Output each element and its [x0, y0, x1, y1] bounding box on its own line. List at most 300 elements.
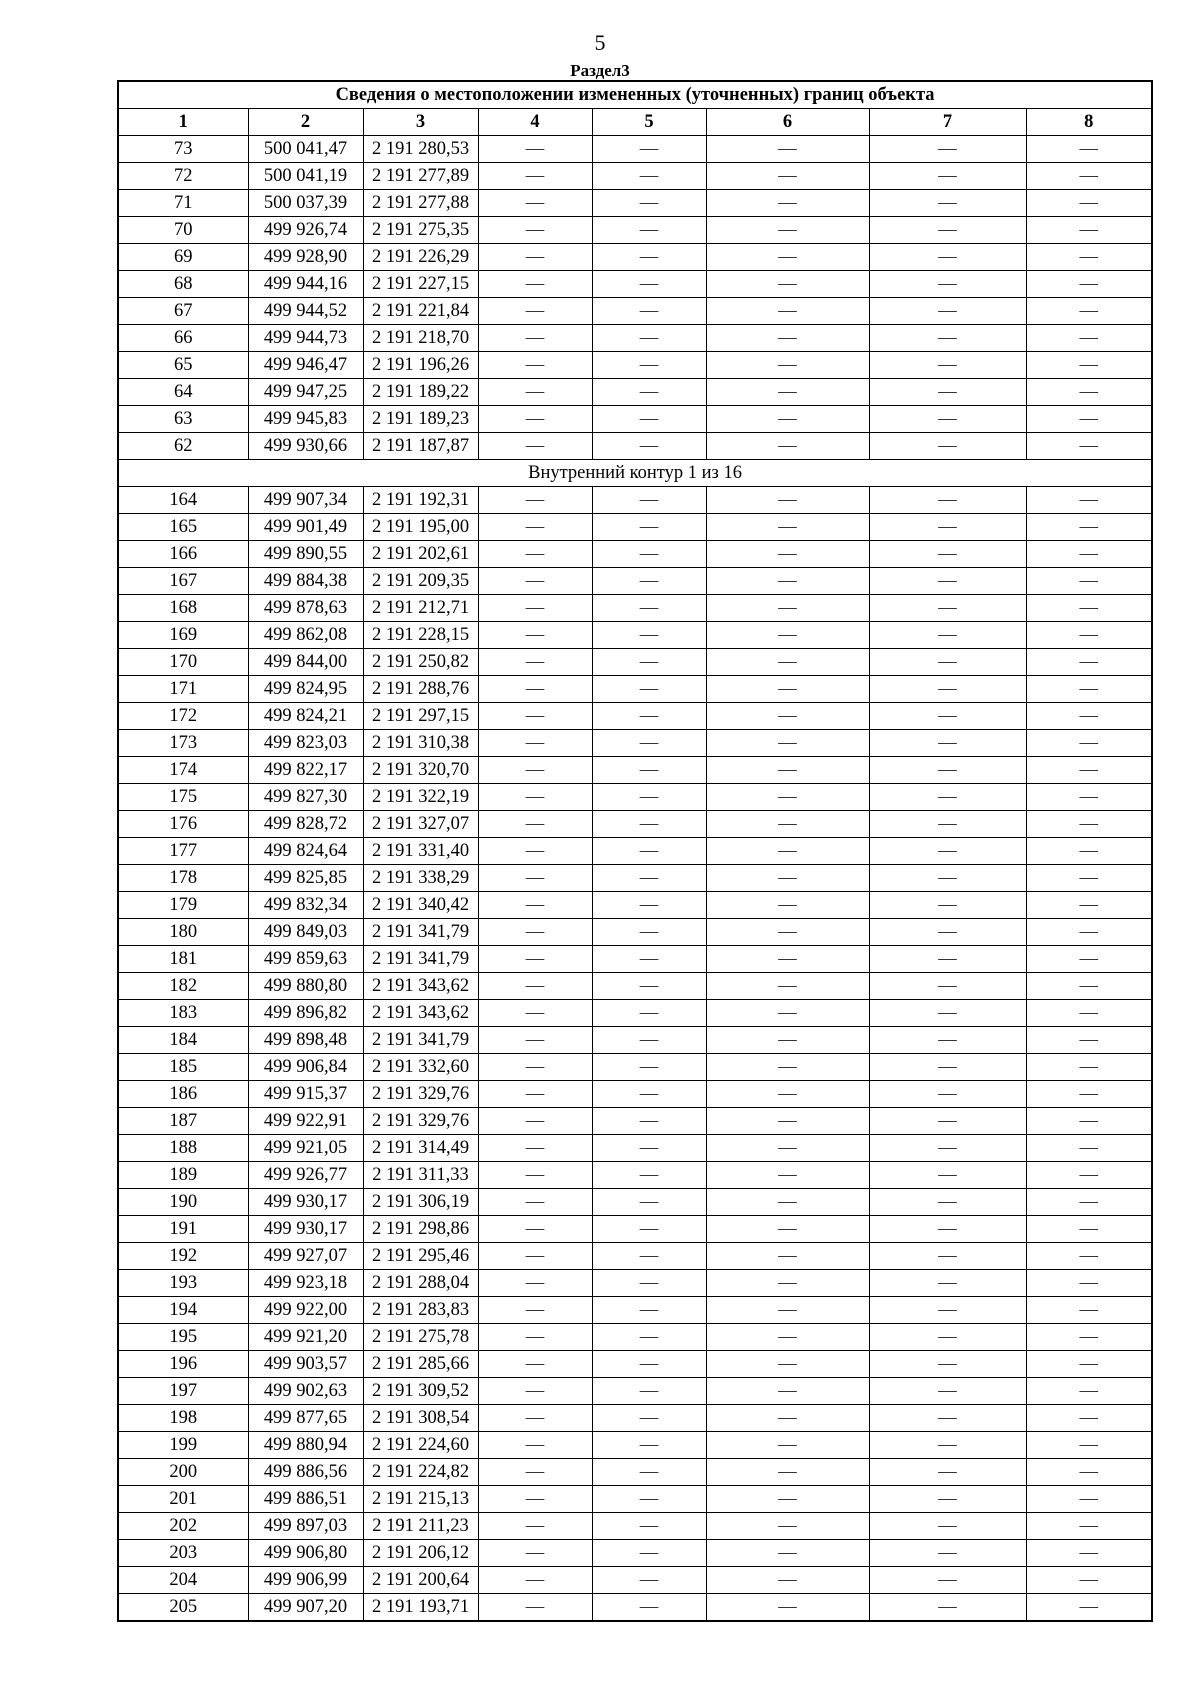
y-coordinate-cell: 2 191 211,23 — [363, 1513, 478, 1540]
empty-value-cell: — — [592, 379, 706, 406]
empty-value-cell: — — [478, 1027, 592, 1054]
point-number-cell: 199 — [118, 1432, 248, 1459]
table-row — [118, 1594, 1152, 1622]
empty-value-cell: — — [1026, 757, 1152, 784]
empty-value-cell: — — [478, 1243, 592, 1270]
point-number-cell: 178 — [118, 865, 248, 892]
empty-value-cell: — — [869, 595, 1026, 622]
empty-value-cell: — — [869, 811, 1026, 838]
table-row — [118, 163, 1152, 190]
table-row — [118, 352, 1152, 379]
empty-value-cell: — — [592, 514, 706, 541]
table-row — [118, 325, 1152, 352]
empty-value-cell: — — [592, 1135, 706, 1162]
y-coordinate-cell: 2 191 226,29 — [363, 244, 478, 271]
empty-value-cell: — — [592, 1405, 706, 1432]
empty-value-cell: — — [706, 838, 869, 865]
empty-value-cell: — — [592, 406, 706, 433]
empty-value-cell: — — [592, 1540, 706, 1567]
table-row — [118, 811, 1152, 838]
empty-value-cell: — — [706, 730, 869, 757]
empty-value-cell: — — [706, 244, 869, 271]
x-coordinate-cell: 499 849,03 — [248, 919, 363, 946]
empty-value-cell: — — [706, 865, 869, 892]
empty-value-cell: — — [478, 379, 592, 406]
empty-value-cell: — — [706, 1459, 869, 1486]
x-coordinate-cell: 499 927,07 — [248, 1243, 363, 1270]
empty-value-cell: — — [869, 703, 1026, 730]
empty-value-cell: — — [869, 1405, 1026, 1432]
empty-value-cell: — — [478, 1324, 592, 1351]
table-row — [118, 1405, 1152, 1432]
empty-value-cell: — — [706, 703, 869, 730]
y-coordinate-cell: 2 191 320,70 — [363, 757, 478, 784]
empty-value-cell: — — [869, 190, 1026, 217]
empty-value-cell: — — [1026, 514, 1152, 541]
empty-value-cell: — — [869, 892, 1026, 919]
table-row — [118, 568, 1152, 595]
x-coordinate-cell: 499 886,56 — [248, 1459, 363, 1486]
table-row — [118, 244, 1152, 271]
y-coordinate-cell: 2 191 187,87 — [363, 433, 478, 460]
y-coordinate-cell: 2 191 327,07 — [363, 811, 478, 838]
table-row — [118, 1567, 1152, 1594]
y-coordinate-cell: 2 191 310,38 — [363, 730, 478, 757]
empty-value-cell: — — [706, 325, 869, 352]
table-row — [118, 1243, 1152, 1270]
empty-value-cell: — — [1026, 892, 1152, 919]
point-number-cell: 166 — [118, 541, 248, 568]
empty-value-cell: — — [869, 406, 1026, 433]
empty-value-cell: — — [869, 298, 1026, 325]
x-coordinate-cell: 499 906,99 — [248, 1567, 363, 1594]
y-coordinate-cell: 2 191 215,13 — [363, 1486, 478, 1513]
empty-value-cell: — — [869, 217, 1026, 244]
table-body — [118, 136, 1152, 1622]
empty-value-cell: — — [1026, 865, 1152, 892]
column-header-row — [118, 109, 1152, 136]
empty-value-cell: — — [592, 568, 706, 595]
y-coordinate-cell: 2 191 288,04 — [363, 1270, 478, 1297]
column-header: 6 — [706, 109, 869, 136]
contour-label: Внутренний контур 1 из 16 — [118, 460, 1152, 487]
empty-value-cell: — — [592, 1297, 706, 1324]
empty-value-cell: — — [478, 1108, 592, 1135]
empty-value-cell: — — [1026, 379, 1152, 406]
empty-value-cell: — — [478, 1135, 592, 1162]
empty-value-cell: — — [478, 163, 592, 190]
y-coordinate-cell: 2 191 331,40 — [363, 838, 478, 865]
table-row — [118, 784, 1152, 811]
empty-value-cell: — — [706, 406, 869, 433]
empty-value-cell: — — [478, 757, 592, 784]
empty-value-cell: — — [478, 487, 592, 514]
table-row — [118, 1297, 1152, 1324]
x-coordinate-cell: 499 878,63 — [248, 595, 363, 622]
y-coordinate-cell: 2 191 288,76 — [363, 676, 478, 703]
empty-value-cell: — — [478, 271, 592, 298]
point-number-cell: 64 — [118, 379, 248, 406]
x-coordinate-cell: 499 907,34 — [248, 487, 363, 514]
x-coordinate-cell: 499 921,05 — [248, 1135, 363, 1162]
empty-value-cell: — — [478, 649, 592, 676]
empty-value-cell: — — [592, 217, 706, 244]
empty-value-cell: — — [478, 676, 592, 703]
x-coordinate-cell: 499 946,47 — [248, 352, 363, 379]
y-coordinate-cell: 2 191 314,49 — [363, 1135, 478, 1162]
empty-value-cell: — — [592, 1108, 706, 1135]
empty-value-cell: — — [478, 1081, 592, 1108]
empty-value-cell: — — [478, 1351, 592, 1378]
table-row — [118, 541, 1152, 568]
point-number-cell: 170 — [118, 649, 248, 676]
empty-value-cell: — — [706, 1405, 869, 1432]
table-row — [118, 1351, 1152, 1378]
empty-value-cell: — — [592, 919, 706, 946]
empty-value-cell: — — [1026, 1108, 1152, 1135]
empty-value-cell: — — [1026, 1486, 1152, 1513]
y-coordinate-cell: 2 191 202,61 — [363, 541, 478, 568]
x-coordinate-cell: 499 822,17 — [248, 757, 363, 784]
empty-value-cell: — — [478, 892, 592, 919]
y-coordinate-cell: 2 191 218,70 — [363, 325, 478, 352]
x-coordinate-cell: 499 898,48 — [248, 1027, 363, 1054]
table-row — [118, 1081, 1152, 1108]
empty-value-cell: — — [869, 1351, 1026, 1378]
y-coordinate-cell: 2 191 212,71 — [363, 595, 478, 622]
point-number-cell: 70 — [118, 217, 248, 244]
x-coordinate-cell: 499 902,63 — [248, 1378, 363, 1405]
empty-value-cell: — — [478, 784, 592, 811]
empty-value-cell: — — [706, 892, 869, 919]
point-number-cell: 180 — [118, 919, 248, 946]
point-number-cell: 72 — [118, 163, 248, 190]
point-number-cell: 67 — [118, 298, 248, 325]
x-coordinate-cell: 499 926,77 — [248, 1162, 363, 1189]
empty-value-cell: — — [869, 271, 1026, 298]
point-number-cell: 73 — [118, 136, 248, 163]
empty-value-cell: — — [1026, 406, 1152, 433]
empty-value-cell: — — [869, 1000, 1026, 1027]
empty-value-cell: — — [706, 379, 869, 406]
empty-value-cell: — — [478, 946, 592, 973]
empty-value-cell: — — [1026, 676, 1152, 703]
empty-value-cell: — — [706, 1432, 869, 1459]
empty-value-cell: — — [869, 325, 1026, 352]
empty-value-cell: — — [869, 838, 1026, 865]
empty-value-cell: — — [478, 730, 592, 757]
y-coordinate-cell: 2 191 227,15 — [363, 271, 478, 298]
point-number-cell: 165 — [118, 514, 248, 541]
empty-value-cell: — — [1026, 1162, 1152, 1189]
table-row — [118, 271, 1152, 298]
empty-value-cell: — — [592, 433, 706, 460]
y-coordinate-cell: 2 191 308,54 — [363, 1405, 478, 1432]
table-row — [118, 1378, 1152, 1405]
empty-value-cell: — — [706, 919, 869, 946]
empty-value-cell: — — [478, 973, 592, 1000]
empty-value-cell: — — [478, 433, 592, 460]
empty-value-cell: — — [869, 379, 1026, 406]
empty-value-cell: — — [592, 1378, 706, 1405]
empty-value-cell: — — [478, 1486, 592, 1513]
point-number-cell: 176 — [118, 811, 248, 838]
empty-value-cell: — — [706, 1594, 869, 1622]
table-row — [118, 1108, 1152, 1135]
empty-value-cell: — — [478, 244, 592, 271]
empty-value-cell: — — [478, 1297, 592, 1324]
empty-value-cell: — — [1026, 217, 1152, 244]
table-row — [118, 1189, 1152, 1216]
column-header: 8 — [1026, 109, 1152, 136]
point-number-cell: 172 — [118, 703, 248, 730]
y-coordinate-cell: 2 191 189,23 — [363, 406, 478, 433]
empty-value-cell: — — [706, 190, 869, 217]
x-coordinate-cell: 499 827,30 — [248, 784, 363, 811]
empty-value-cell: — — [592, 1162, 706, 1189]
y-coordinate-cell: 2 191 298,86 — [363, 1216, 478, 1243]
empty-value-cell: — — [592, 1513, 706, 1540]
table-row — [118, 892, 1152, 919]
empty-value-cell: — — [478, 217, 592, 244]
empty-value-cell: — — [1026, 1135, 1152, 1162]
column-header: 2 — [248, 109, 363, 136]
empty-value-cell: — — [592, 595, 706, 622]
empty-value-cell: — — [706, 568, 869, 595]
empty-value-cell: — — [706, 973, 869, 1000]
empty-value-cell: — — [869, 541, 1026, 568]
empty-value-cell: — — [869, 1216, 1026, 1243]
y-coordinate-cell: 2 191 332,60 — [363, 1054, 478, 1081]
table-row — [118, 1324, 1152, 1351]
y-coordinate-cell: 2 191 277,88 — [363, 190, 478, 217]
empty-value-cell: — — [478, 541, 592, 568]
empty-value-cell: — — [1026, 1513, 1152, 1540]
x-coordinate-cell: 499 884,38 — [248, 568, 363, 595]
column-header: 3 — [363, 109, 478, 136]
y-coordinate-cell: 2 191 224,60 — [363, 1432, 478, 1459]
table-row — [118, 757, 1152, 784]
empty-value-cell: — — [869, 487, 1026, 514]
empty-value-cell: — — [869, 136, 1026, 163]
y-coordinate-cell: 2 191 322,19 — [363, 784, 478, 811]
empty-value-cell: — — [706, 1162, 869, 1189]
table-row — [118, 298, 1152, 325]
empty-value-cell: — — [478, 919, 592, 946]
empty-value-cell: — — [478, 811, 592, 838]
empty-value-cell: — — [869, 919, 1026, 946]
empty-value-cell: — — [1026, 1270, 1152, 1297]
x-coordinate-cell: 499 886,51 — [248, 1486, 363, 1513]
empty-value-cell: — — [592, 1027, 706, 1054]
x-coordinate-cell: 499 859,63 — [248, 946, 363, 973]
empty-value-cell: — — [478, 1216, 592, 1243]
empty-value-cell: — — [592, 1594, 706, 1622]
empty-value-cell: — — [1026, 946, 1152, 973]
empty-value-cell: — — [478, 865, 592, 892]
x-coordinate-cell: 499 945,83 — [248, 406, 363, 433]
point-number-cell: 193 — [118, 1270, 248, 1297]
empty-value-cell: — — [592, 1270, 706, 1297]
table-row — [118, 1027, 1152, 1054]
point-number-cell: 169 — [118, 622, 248, 649]
empty-value-cell: — — [1026, 541, 1152, 568]
empty-value-cell: — — [592, 1459, 706, 1486]
empty-value-cell: — — [1026, 622, 1152, 649]
x-coordinate-cell: 499 930,66 — [248, 433, 363, 460]
empty-value-cell: — — [706, 1270, 869, 1297]
empty-value-cell: — — [592, 1567, 706, 1594]
x-coordinate-cell: 499 828,72 — [248, 811, 363, 838]
empty-value-cell: — — [869, 649, 1026, 676]
empty-value-cell: — — [1026, 595, 1152, 622]
empty-value-cell: — — [869, 676, 1026, 703]
x-coordinate-cell: 499 877,65 — [248, 1405, 363, 1432]
empty-value-cell: — — [478, 568, 592, 595]
empty-value-cell: — — [478, 190, 592, 217]
empty-value-cell: — — [706, 1324, 869, 1351]
y-coordinate-cell: 2 191 200,64 — [363, 1567, 478, 1594]
empty-value-cell: — — [706, 595, 869, 622]
empty-value-cell: — — [592, 892, 706, 919]
table-row — [118, 622, 1152, 649]
table-row — [118, 919, 1152, 946]
empty-value-cell: — — [478, 298, 592, 325]
empty-value-cell: — — [1026, 163, 1152, 190]
empty-value-cell: — — [706, 784, 869, 811]
empty-value-cell: — — [592, 325, 706, 352]
x-coordinate-cell: 499 907,20 — [248, 1594, 363, 1622]
table-row — [118, 433, 1152, 460]
empty-value-cell: — — [478, 1459, 592, 1486]
empty-value-cell: — — [478, 1567, 592, 1594]
empty-value-cell: — — [1026, 1567, 1152, 1594]
table-row — [118, 703, 1152, 730]
empty-value-cell: — — [592, 1216, 706, 1243]
empty-value-cell: — — [869, 1432, 1026, 1459]
table-row — [118, 649, 1152, 676]
point-number-cell: 181 — [118, 946, 248, 973]
empty-value-cell: — — [869, 784, 1026, 811]
point-number-cell: 187 — [118, 1108, 248, 1135]
point-number-cell: 164 — [118, 487, 248, 514]
table-row — [118, 1054, 1152, 1081]
empty-value-cell: — — [478, 1405, 592, 1432]
contour-label-row — [118, 460, 1152, 487]
y-coordinate-cell: 2 191 329,76 — [363, 1108, 478, 1135]
x-coordinate-cell: 499 928,90 — [248, 244, 363, 271]
table-row — [118, 1216, 1152, 1243]
column-header: 4 — [478, 109, 592, 136]
point-number-cell: 205 — [118, 1594, 248, 1622]
point-number-cell: 192 — [118, 1243, 248, 1270]
y-coordinate-cell: 2 191 206,12 — [363, 1540, 478, 1567]
x-coordinate-cell: 499 944,16 — [248, 271, 363, 298]
point-number-cell: 173 — [118, 730, 248, 757]
coordinates-table — [117, 80, 1153, 1622]
empty-value-cell: — — [592, 757, 706, 784]
point-number-cell: 191 — [118, 1216, 248, 1243]
y-coordinate-cell: 2 191 283,83 — [363, 1297, 478, 1324]
y-coordinate-cell: 2 191 341,79 — [363, 1027, 478, 1054]
y-coordinate-cell: 2 191 338,29 — [363, 865, 478, 892]
empty-value-cell: — — [869, 1027, 1026, 1054]
empty-value-cell: — — [869, 1486, 1026, 1513]
empty-value-cell: — — [478, 1189, 592, 1216]
empty-value-cell: — — [706, 676, 869, 703]
empty-value-cell: — — [869, 1378, 1026, 1405]
x-coordinate-cell: 499 844,00 — [248, 649, 363, 676]
x-coordinate-cell: 499 922,91 — [248, 1108, 363, 1135]
x-coordinate-cell: 499 862,08 — [248, 622, 363, 649]
empty-value-cell: — — [869, 433, 1026, 460]
y-coordinate-cell: 2 191 193,71 — [363, 1594, 478, 1622]
x-coordinate-cell: 499 906,80 — [248, 1540, 363, 1567]
empty-value-cell: — — [1026, 271, 1152, 298]
empty-value-cell: — — [706, 541, 869, 568]
point-number-cell: 174 — [118, 757, 248, 784]
x-coordinate-cell: 499 824,95 — [248, 676, 363, 703]
y-coordinate-cell: 2 191 221,84 — [363, 298, 478, 325]
empty-value-cell: — — [478, 595, 592, 622]
x-coordinate-cell: 499 922,00 — [248, 1297, 363, 1324]
empty-value-cell: — — [706, 163, 869, 190]
x-coordinate-cell: 499 944,73 — [248, 325, 363, 352]
empty-value-cell: — — [1026, 1594, 1152, 1622]
empty-value-cell: — — [592, 703, 706, 730]
empty-value-cell: — — [1026, 1540, 1152, 1567]
empty-value-cell: — — [592, 244, 706, 271]
empty-value-cell: — — [1026, 1243, 1152, 1270]
table-caption: Сведения о местоположении измененных (уточненных) границ объекта — [118, 81, 1152, 109]
x-coordinate-cell: 499 944,52 — [248, 298, 363, 325]
table-row — [118, 1162, 1152, 1189]
point-number-cell: 196 — [118, 1351, 248, 1378]
y-coordinate-cell: 2 191 295,46 — [363, 1243, 478, 1270]
table-row — [118, 595, 1152, 622]
page-number: 5 — [594, 30, 606, 55]
empty-value-cell: — — [869, 1162, 1026, 1189]
table-row — [118, 1486, 1152, 1513]
x-coordinate-cell: 499 930,17 — [248, 1216, 363, 1243]
empty-value-cell: — — [869, 1513, 1026, 1540]
x-coordinate-cell: 499 947,25 — [248, 379, 363, 406]
y-coordinate-cell: 2 191 343,62 — [363, 1000, 478, 1027]
table-row — [118, 1432, 1152, 1459]
table-row — [118, 973, 1152, 1000]
empty-value-cell: — — [706, 622, 869, 649]
empty-value-cell: — — [706, 1540, 869, 1567]
point-number-cell: 65 — [118, 352, 248, 379]
empty-value-cell: — — [1026, 703, 1152, 730]
empty-value-cell: — — [869, 1567, 1026, 1594]
column-header: 1 — [118, 109, 248, 136]
point-number-cell: 71 — [118, 190, 248, 217]
y-coordinate-cell: 2 191 297,15 — [363, 703, 478, 730]
empty-value-cell: — — [706, 487, 869, 514]
table-row — [118, 190, 1152, 217]
y-coordinate-cell: 2 191 285,66 — [363, 1351, 478, 1378]
empty-value-cell: — — [592, 973, 706, 1000]
table-row — [118, 946, 1152, 973]
empty-value-cell: — — [1026, 190, 1152, 217]
empty-value-cell: — — [869, 352, 1026, 379]
empty-value-cell: — — [706, 352, 869, 379]
empty-value-cell: — — [869, 1324, 1026, 1351]
empty-value-cell: — — [706, 1135, 869, 1162]
empty-value-cell: — — [478, 838, 592, 865]
point-number-cell: 68 — [118, 271, 248, 298]
